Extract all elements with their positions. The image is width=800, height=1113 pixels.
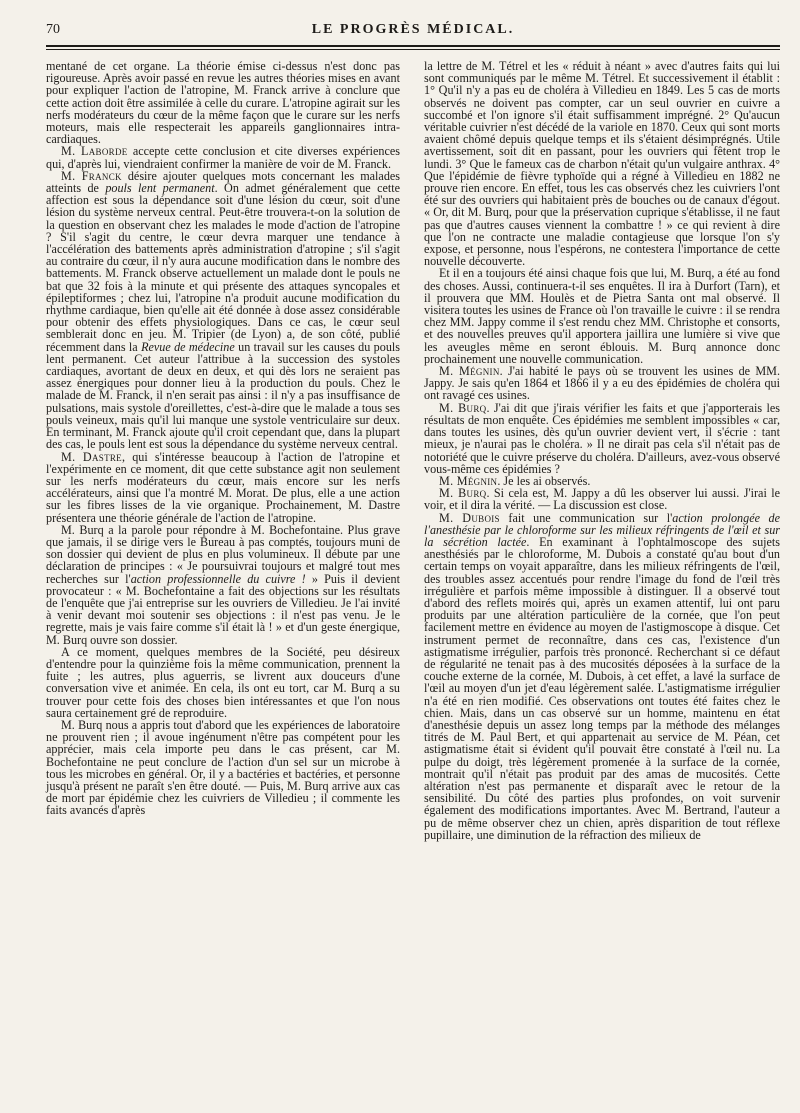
- speaker-name: M. Burq: [439, 400, 487, 415]
- paragraph-text: la lettre de M. Tétrel et les « réduit à néant » avec d'autres faits qui lui sont communiqués par le même M. Tétrel. Et successivement il établit : 1° Qu'il n'y a pas eu de choléra à Villedieu en 1849. Les 5 cas de morts observés ne doivent pas compter, car un seul ouvrier en cuivre a succombé et l'on ignore s'il était suffisamment imprégné. 2° Qu'aucun véritable cuivrier n'est décédé de la variole en 1870. Ceux qui sont morts avaient chômé depuis quelque temps et ils s'étaient désimprégnés. Utile avertissement, soit dit en passant, pour les ouvriers qui fêtent trop le lundi. 3° Que le fameux cas de charbon n'était qu'un vulgaire anthrax. 4° Que l'épidémie de fièvre typhoïde qui a régné à Villedieu en 1882 ne prouve rien encore. En effet, tous les cas observés chez les cuivriers l'ont été sur des ouvriers qui habitaient près de bouches ou de canaux d'égout. « Or, dit M. Burq, pour que la préservation cuprique s'établisse, il ne faut pas que d'autres causes viennent la combattre ! » ce qui revient à dire que l'on ne contracte une maladie contagieuse que lorsque l'on s'y expose, et personne, nous l'espérons, ne contestera l'importance de cette nouvelle découverte.: [424, 59, 780, 269]
- speaker-name: M. Dubois: [439, 510, 500, 525]
- paragraph: [46, 524, 400, 646]
- paragraph: [46, 646, 400, 719]
- paragraph: [424, 512, 780, 841]
- paragraph: [424, 267, 780, 365]
- paragraph: [424, 60, 780, 267]
- paragraph-text: . J'ai habité le pays où se trouvent les usines de MM. Jappy. Je sais qu'en 1864 et 1866 il y a eu des épidémies de choléra qui ont ravagé ces usines.: [424, 364, 780, 403]
- paragraph: [46, 145, 400, 169]
- running-head: [46, 22, 780, 44]
- emphasis-text: action prolongée de l'anesthésie par le chloroforme sur les milieux réfringents de l'œil et sur la sécrétion lactée: [424, 510, 780, 549]
- paragraph: [46, 719, 400, 817]
- left-column: [46, 60, 400, 817]
- paragraph: [424, 402, 780, 475]
- header-rule: [46, 45, 780, 47]
- emphasis-text: Revue de médecine: [141, 339, 235, 354]
- paragraph-text: un travail sur les causes du pouls lent permanent. Cet auteur l'attribue à la succession des systoles cardiaques, avortant de deux en deux, et qui dès lors ne seraient pas assez énergiques pour donner lieu à la production du pouls. Chez le malade de M. Franck, il n'en serait pas ainsi : il n'y a pas insuffisance de pulsations, mais systole d'oreillettes, c'est-à-dire que le malade a tous ses pouls veineux, mais qu'il lui manque une systole ventriculaire sur deux. En terminant, M. Franck ajoute qu'il croit cependant que, dans la plupart des cas, le pouls lent est sous la dépendance du système nerveux central.: [46, 339, 400, 452]
- speaker-name: M. Mégnin: [439, 473, 498, 488]
- paragraph: [424, 365, 780, 402]
- paragraph: [46, 60, 400, 145]
- paragraph-text: . Je les ai observés.: [497, 473, 591, 488]
- paragraph-text: . J'ai dit que j'irais vérifier les faits et que j'apporterais les résultats de mon enquête. Ces épidémies me semblent impossibles « car, dans toutes les usines, dès qu'un ouvrier devient vert, il s'écrie : tant mieux, je n'aurai pas le choléra. » Il ne dirait pas cela s'il n'était pas de notoriété que le cuivre préserve du choléra. D'ailleurs, avez-vous observé vous-même ces épidémies ?: [424, 400, 780, 476]
- paragraph-text: fait une communication sur l': [499, 510, 673, 525]
- paragraph-text: désire ajouter quelques mots concernant les malades atteints de: [46, 168, 400, 196]
- paragraph: [46, 451, 400, 524]
- paragraph-text: mentané de cet organe. La théorie émise ci-dessus n'est donc pas rigoureuse. Après avoir passé en revue les autres théories mises en avant pour expliquer l'action de l'atropine, M. Franck arrive à conclure que cette action doit être assimilée à celle du curare. L'atropine agirait sur les nerfs modérateurs du cœur de la même façon que le curare sur les nerfs moteurs, mais elle respecterait les appareils ganglionnaires intra-cardiaques.: [46, 59, 400, 147]
- paragraph-text: , qui s'intéresse beaucoup à l'action de l'atropine et l'expérimente en ce moment, dit que cette substance agit non seulement sur les nerfs modérateurs du cœur, mais encore sur les nerfs accélérateurs, ainsi que l'a montré M. Morat. De plus, elle a une action sur les fibres lisses de la vie organique. Prochainement, M. Dastre présentera une théorie générale de l'action de l'atropine.: [46, 449, 401, 525]
- paragraph-text: A ce moment, quelques membres de la Société, peu désireux d'entendre pour la quinzième fois la même communication, prennent la fuite ; les autres, plus aguerris, se livrent aux douceurs d'une conversation vive et animée. En cela, ils ont eu tort, car M. Burq a su trouver pour cette fois des choses bien intéressantes et que l'on nous saura certainement gré de reproduire.: [46, 644, 400, 720]
- emphasis-text: pouls lent permanent: [105, 181, 215, 196]
- paragraph-text: accepte cette conclusion et cite diverses expériences qui, d'après lui, viendraient confirmer la manière de voir de M. Franck.: [46, 144, 400, 171]
- paragraph: [424, 487, 780, 511]
- paragraph-text: M. Burq nous a appris tout d'abord que les expériences de laboratoire ne prouvent rien ; il avoue ingénument n'être pas compétent pour les apprécier, mais cela importe peu dans le cas présent, car M. Bochefontaine ne peut conclure de l'action d'un sel sur un microbe à tous les microbes en général. Or, il y a bactéries et bactéries, et personne jusqu'à présent ne paraît s'en être douté. — Puis, M. Burq arrive aux cas de mort par épidémie chez les cuivriers de Villedieu ; il commente les faits avancés d'après: [46, 717, 400, 818]
- paragraph-text: Et il en a toujours été ainsi chaque fois que lui, M. Burq, a été au fond des choses. Aussi, continuera-t-il ses enquêtes. Il ira à Durfort (Tarn), et il prouvera que MM. Houlès et de Pietra Santa ont mal observé. Il visitera toutes les usines de France où l'on travaille le cuivre : il se rendra chez MM. Jappy comme il s'est rendu chez MM. Christophe et consorts, et des nouvelles preuves qu'il apportera jaillira une lumière si vive que les aveugles même en seront éblouis. M. Burq annonce donc prochainement une nouvelle communication.: [424, 266, 780, 366]
- header-rule-thin: [46, 49, 780, 50]
- speaker-name: M. Mégnin: [439, 364, 500, 379]
- paragraph-text: . En examinant à l'ophtalmoscope des sujets anesthésiés par le chloroforme, M. Dubois a constaté qu'au bout d'un certain temps on voyait apparaître, dans les milieux réfringents de l'œil, des troubles assez accentués pour rendre l'image du fond de l'œil très irrégulière et parfois même impossible à distinguer. Il a observé tout d'abord des reflets moirés qui, après un examen attentif, lui ont paru produits par une altération particulière de la cornée, que l'on peut facilement mettre en évidence au moyen de l'astigmoscope à disque. Cet instrument permet de reconnaître, dans ces cas, l'existence d'un astigmatisme irrégulier, parfois très prononcé. Recherchant si ce défaut de régularité ne tenait pas à des mucosités déposées à la surface de la couche externe de la cornée, M. Dubois, à cet effet, a lavé la surface de l'œil au moyen d'un jet d'eau légèrement salée. L'astigmatisme irrégulier n'a été en rien modifié. Ces observations ont toutes été faites chez le chien. Mais, dans un cas observé sur un homme, maintenu en état d'anesthésie depuis un assez long temps par la méthode des mélanges titrés de M. Paul Bert, et qui appartenait au service de M. Péan, cet astigmatisme était si évident qu'il pouvait être constaté à l'œil nu. La pulpe du doigt, très légèrement promenée à la surface de la cornée, montrait qu'il n'était pas produit par des amas de mucosités. Cette altération n'est pas permanente et disparaît avec le retour de la sensibilité. Du côté des parties plus profondes, on voit survenir également des modifications importantes. Avec M. Bertrand, l'auteur a pu de même observer chez un chien, après disparition de tout réflexe pupillaire, une diminution de la réfraction des milieux de: [424, 534, 781, 842]
- emphasis-text: action professionnelle du cuivre !: [130, 571, 306, 586]
- speaker-name: M. Dastre: [61, 449, 122, 464]
- paragraph: [46, 170, 400, 451]
- page-number: 70: [46, 22, 60, 37]
- speaker-name: M. Laborde: [61, 144, 128, 159]
- speaker-name: M. Franck: [61, 168, 122, 183]
- right-column: [424, 60, 780, 841]
- paragraph-text: » Puis il devient provocateur : « M. Bochefontaine a fait des objections sur les résultats de l'enquête que j'ai entreprise sur les ouvriers de Villedieu. Je l'ai invité à venir devant moi soutenir ses objections : il n'est pas venu. Je le regrette, mais je vais faire comme s'il était là ! » et d'un geste énergique, M. Burq ouvre son dossier.: [46, 571, 400, 647]
- paragraph-text: . Si cela est, M. Jappy a dû les observer lui aussi. J'irai le voir, et il dira la vérité. — La discussion est close.: [424, 486, 780, 513]
- journal-title: LE PROGRÈS MÉDICAL.: [311, 22, 515, 37]
- paragraph-text: . On admet généralement que cette affection est sous la dépendance soit d'une lésion du cœur, soit d'une lésion du système nerveux central. Peut-être trouvera-t-on la solution de la question en observant chez les malades le mode d'action de l'atropine ? S'il s'agit du centre, le cœur devra marquer une tendance à l'accélération des battements après administration d'atropine ; s'il s'agit au contraire du cœur, il n'y aura aucune modification dans le nombre des battements. M. Franck observe actuellement un malade dont le pouls ne bat que 32 fois à la minute et qui présente des attaques syncopales et épileptiformes ; chez lui, l'atropine n'a produit aucune modification du rhythme cardiaque, bien qu'elle ait été donnée à dose assez considérable pour obtenir des effets physiologiques. Dans ce cas, le cœur seul semblerait donc en jeu. M. Tripier (de Lyon) a, de son côté, publié récemment dans la: [46, 181, 401, 354]
- speaker-name: M. Burq: [439, 486, 487, 501]
- paragraph-text: M. Burq a la parole pour répondre à M. Bochefontaine. Plus grave que jamais, il se dirige vers le Bureau à pas comptés, toujours muni de son dossier qui devient de plus en plus volumineux. Il débute par une déclaration de principes : « Je poursuivrai toujours et malgré tout mes recherches sur l': [46, 522, 400, 586]
